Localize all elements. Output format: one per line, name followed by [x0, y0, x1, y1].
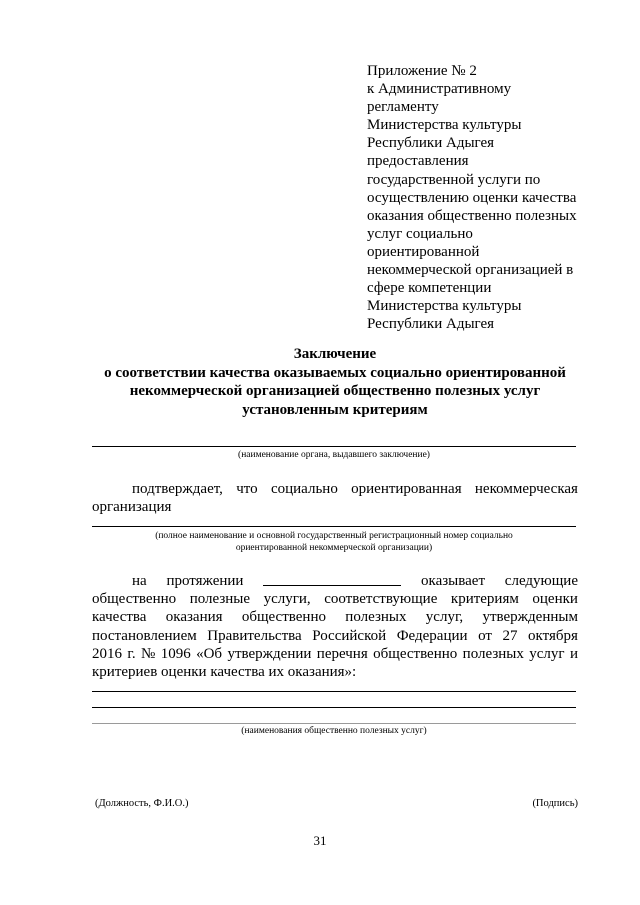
- word: критериям: [450, 591, 519, 608]
- appendix-line: регламенту: [367, 99, 439, 116]
- appendix-line: оказания общественно полезных: [367, 207, 577, 224]
- word: услуг: [529, 645, 565, 662]
- document-title: [92, 345, 578, 419]
- word: октября: [528, 627, 578, 644]
- services-paragraph: [92, 572, 578, 681]
- appendix-line: Республики Адыгея: [367, 135, 495, 152]
- position-name-label: (Должность, Ф.И.О.): [95, 798, 189, 809]
- title-line: установленным критериям: [242, 401, 428, 418]
- title-line: Заключение: [293, 346, 377, 362]
- word: №: [141, 645, 156, 662]
- caption-line: (полное наименование и основной государственный регистрационный номер социально: [155, 531, 513, 541]
- word: полезных: [345, 609, 407, 626]
- appendix-line: некоммерческой организацией в: [367, 262, 574, 279]
- appendix-line: услуг социально: [367, 225, 473, 242]
- word: некоммерческая: [474, 481, 578, 497]
- confirm-line-1: [92, 480, 578, 498]
- services-fill-line: [92, 707, 576, 708]
- signature-label: (Подпись): [532, 798, 578, 809]
- word: общественно: [241, 609, 326, 626]
- word: постановлением: [92, 627, 197, 644]
- appendix-line: сфере компетенции: [367, 280, 492, 297]
- services-line-5: [92, 645, 578, 663]
- word: оказания: [165, 609, 223, 626]
- word: Российской: [312, 627, 387, 644]
- appendix-line: предоставления: [367, 153, 469, 170]
- word: ориентированная: [351, 481, 462, 497]
- services-line-1: [92, 572, 578, 590]
- services-line-6: критериев оценки качества их оказания»:: [92, 664, 357, 681]
- word: услуг,: [425, 609, 464, 626]
- title-line: некоммерческой организацией общественно полезных услуг: [129, 383, 541, 399]
- organ-caption: (наименование органа, выдавшего заключение): [238, 450, 430, 460]
- appendix-line: осуществлению оценки качества: [367, 189, 577, 206]
- appendix-line: Республики Адыгея: [367, 316, 495, 333]
- organization-caption: [92, 530, 576, 554]
- word: оказывает: [421, 573, 486, 589]
- word: 27: [502, 627, 518, 644]
- services-fill-line: [92, 723, 576, 724]
- word: полезных: [462, 645, 524, 662]
- organ-fill-line: [92, 446, 576, 447]
- word: услуги,: [263, 591, 311, 608]
- word: и: [569, 645, 578, 662]
- word: следующие: [504, 573, 578, 589]
- word: полезные: [189, 591, 251, 608]
- word: соответствующие: [324, 591, 438, 608]
- word: перечня: [316, 645, 368, 662]
- word: оценки: [532, 591, 578, 608]
- title-line: о соответствии качества оказываемых социально ориентированной: [104, 364, 566, 381]
- services-fill-line: [92, 691, 576, 692]
- period-blank: [263, 572, 401, 586]
- appendix-line: государственной услуги по: [367, 171, 541, 188]
- word: утверждении: [227, 645, 312, 662]
- word: общественно: [92, 591, 177, 608]
- word: 1096: [160, 645, 191, 662]
- word: протяжении: [166, 573, 244, 589]
- appendix-line: Приложение № 2: [367, 63, 477, 79]
- word: Правительства: [207, 627, 302, 644]
- appendix-line: ориентированной: [367, 243, 480, 260]
- appendix-line: Министерства культуры: [367, 117, 522, 134]
- word: 2016: [92, 645, 122, 662]
- word: общественно: [373, 645, 458, 662]
- services-line-3: [92, 608, 578, 626]
- word: утвержденным: [482, 609, 578, 626]
- services-caption: (наименования общественно полезных услуг): [241, 726, 427, 736]
- word: качества: [92, 609, 147, 626]
- appendix-header: [367, 62, 592, 333]
- word: на: [132, 573, 147, 589]
- caption-line: ориентированной некоммерческой организации): [235, 543, 433, 553]
- word: подтверждает,: [132, 481, 223, 497]
- word: социально: [270, 481, 338, 497]
- organization-fill-line: [92, 526, 576, 527]
- word: Федерации: [396, 627, 468, 644]
- word: что: [236, 481, 258, 497]
- word: г.: [127, 645, 136, 662]
- confirm-line-2: организация: [92, 499, 172, 516]
- appendix-line: к Административному: [367, 81, 512, 98]
- services-line-2: [92, 590, 578, 608]
- confirm-paragraph: [92, 480, 578, 516]
- services-line-4: [92, 627, 578, 645]
- page-number: 31: [313, 833, 327, 848]
- appendix-line: Министерства культуры: [367, 298, 522, 315]
- word: от: [478, 627, 492, 644]
- word: «Об: [196, 645, 223, 662]
